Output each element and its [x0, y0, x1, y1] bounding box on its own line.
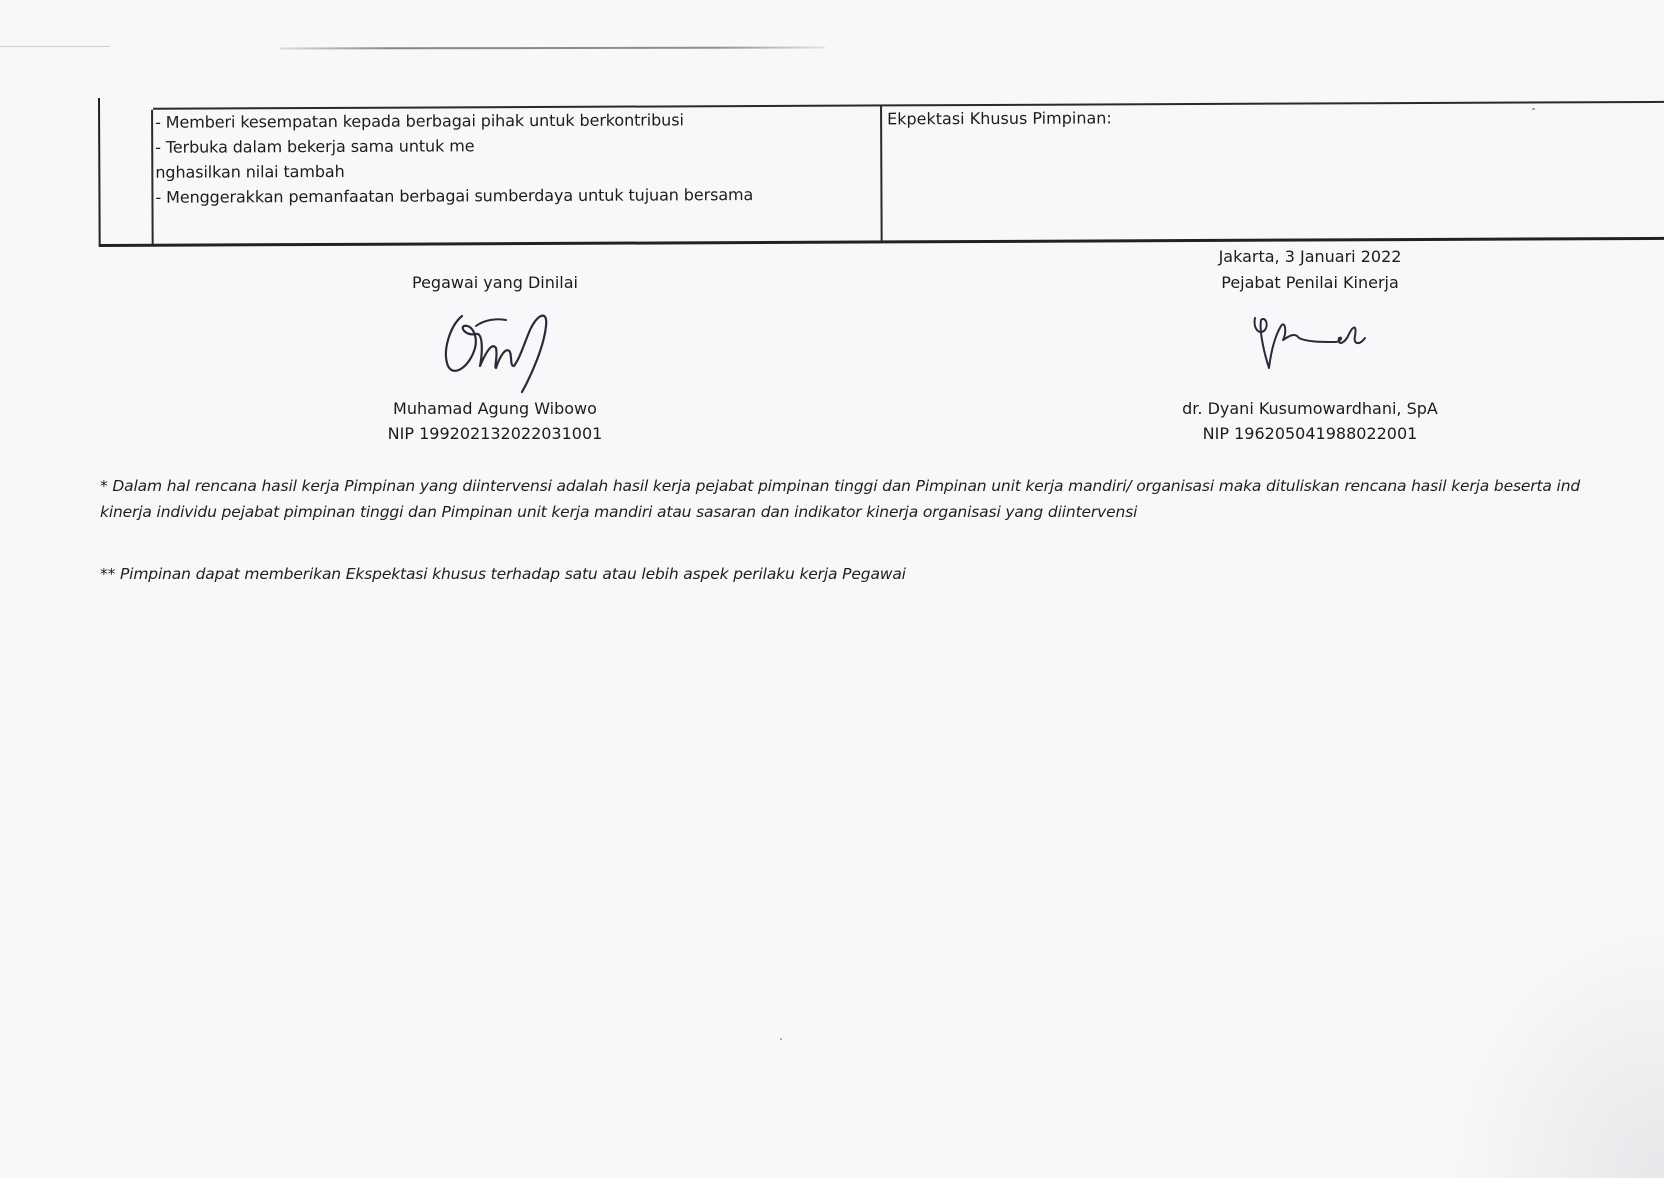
behavior-line: - Terbuka dalam bekerja sama untuk me	[155, 136, 475, 157]
footnote-line: kinerja individu pejabat pimpinan tinggi dan Pimpinan unit kerja mandiri atau sasaran dan indikator kinerja organisasi yang diintervensi	[100, 503, 1138, 521]
behavior-table	[98, 91, 1664, 250]
assessor-signature-image	[1225, 296, 1395, 396]
scan-artifact-line	[0, 46, 110, 47]
table-column-divider	[880, 104, 883, 241]
table-column-divider	[151, 110, 154, 245]
footnote-expectation	[100, 561, 906, 587]
assessor-role: Pejabat Penilai Kinerja	[1221, 273, 1399, 292]
scan-speck	[1532, 108, 1535, 110]
footnote-line: ** Pimpinan dapat memberikan Ekspektasi khusus terhadap satu atau lebih aspek perilaku kerja Pegawai	[100, 565, 906, 583]
employee-role: Pegawai yang Dinilai	[411, 273, 578, 292]
place-date: Jakarta, 3 Januari 2022	[1218, 247, 1402, 266]
expectation-label: Ekpektasi Khusus Pimpinan:	[887, 108, 1112, 129]
behavior-line: nghasilkan nilai tambah	[155, 161, 345, 182]
table-border-left	[98, 98, 101, 245]
scan-speck	[780, 1038, 782, 1040]
behavior-line: - Menggerakkan pemanfaatan berbagai sumberdaya untuk tujuan bersama	[155, 185, 754, 207]
footnote-intervention	[100, 473, 1580, 525]
table-top-remnant-line	[280, 47, 825, 50]
scan-shading	[1444, 918, 1664, 1178]
assessor-signature-block	[1120, 244, 1500, 446]
behavior-line: - Memberi kesempatan kepada berbagai pihak untuk berkontribusi	[155, 110, 684, 132]
employee-nip: NIP 199202132022031001	[387, 424, 603, 443]
behavior-cell	[155, 106, 875, 209]
employee-signature-image	[420, 296, 570, 396]
expectation-cell	[887, 105, 1112, 131]
employee-signature-block	[330, 270, 660, 446]
assessor-nip: NIP 196205041988022001	[1202, 424, 1418, 443]
footnote-line: * Dalam hal rencana hasil kerja Pimpinan yang diintervensi adalah hasil kerja pejabat pimpinan tinggi dan Pimpinan unit kerja mandiri/ organisasi maka dituliskan rencana hasil kerja beserta ind	[100, 477, 1581, 495]
employee-name: Muhamad Agung Wibowo	[393, 399, 597, 418]
assessor-name: dr. Dyani Kusumowardhani, SpA	[1182, 399, 1438, 418]
